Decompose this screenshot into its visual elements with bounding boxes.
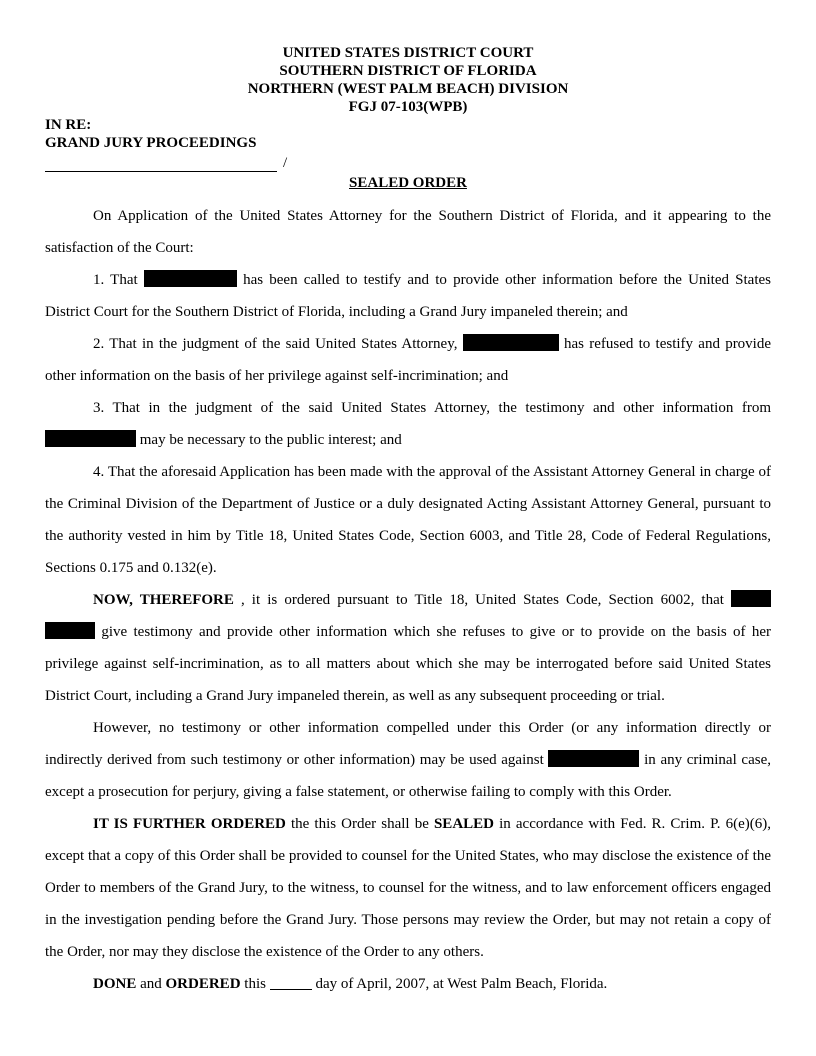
p3-before: 3. That in the judgment of the said United States Attorney, the testimony and other information from: [93, 400, 771, 416]
court-header: [45, 44, 771, 116]
order-body: [45, 200, 771, 1000]
further-mid: the this Order shall be: [290, 816, 429, 832]
now-after: give testimony and provide other information which she refuses to give or to provide on the basis of her privilege against self-incrimination, as to all matters about which she may be interrogated before said United States District Court, including a Grand Jury impaneled therein, as well as any subsequent proceeding or trial.: [45, 624, 771, 704]
sealed-word: SEALED: [433, 816, 494, 832]
case-number: FGJ 07-103(WPB): [348, 99, 468, 115]
p3-after: may be necessary to the public interest; and: [139, 432, 402, 448]
caption-underline: [45, 158, 277, 172]
caption-rule: [45, 152, 771, 172]
done-word: DONE: [93, 976, 137, 992]
now-therefore-paragraph: [45, 584, 771, 712]
this-word: this: [244, 976, 266, 992]
now-before: , it is ordered pursuant to Title 18, United States Code, Section 6002, that: [240, 592, 724, 608]
redaction-block: [731, 590, 771, 607]
district-name: SOUTHERN DISTRICT OF FLORIDA: [279, 63, 537, 79]
redaction-block: [45, 622, 95, 639]
and-word: and: [140, 976, 162, 992]
caption-slash: /: [283, 155, 288, 171]
document-page: [45, 44, 771, 1000]
further-ordered-paragraph: [45, 808, 771, 968]
court-name: UNITED STATES DISTRICT COURT: [282, 45, 534, 61]
further-rest: in accordance with Fed. R. Crim. P. 6(e)(6), except that a copy of this Order shall be provided to counsel for the United States, who may disclose the existence of the Order to members of the Grand Jury, to the witness, to counsel for the witness, and to law enforcement officers engaged in the investigation pending before the Grand Jury. Those persons may review the Order, but may not retain a copy of the Order, nor may they disclose the existence of the Order to any others.: [45, 816, 772, 960]
further-ordered-heading: IT IS FURTHER ORDERED: [93, 816, 286, 832]
division-name: NORTHERN (WEST PALM BEACH) DIVISION: [247, 81, 569, 97]
paragraph-3: [45, 392, 771, 456]
however-paragraph: [45, 712, 771, 808]
day-blank: [270, 975, 312, 990]
however-after: in any criminal case, except a prosecution for perjury, giving a false statement, or otherwise failing to comply with this Order.: [45, 752, 771, 800]
redaction-block: [144, 270, 237, 287]
p4-text: 4. That the aforesaid Application has been made with the approval of the Assistant Attorney General in charge of the Criminal Division of the Department of Justice or a duly designated Acting Assistant Attorney General, pursuant to the authority vested in him by Title 18, United States Code, Section 6003, and Title 28, Code of Federal Regulations, Sections 0.175 and 0.132(e).: [45, 464, 771, 576]
redaction-block: [463, 334, 559, 351]
now-therefore-heading: NOW, THEREFORE: [93, 592, 234, 608]
intro-text: On Application of the United States Attorney for the Southern District of Florida, and it appearing to the satisfaction of the Court:: [45, 208, 771, 256]
p1-before: 1. That: [93, 272, 138, 288]
matter-name: GRAND JURY PROCEEDINGS: [45, 135, 257, 151]
p2-before: 2. That in the judgment of the said United States Attorney,: [93, 336, 458, 352]
redaction-block: [45, 430, 136, 447]
however-before: However, no testimony or other information compelled under this Order (or any information directly or indirectly derived from such testimony or other information) may be used against: [45, 720, 771, 768]
p1-after: has been called to testify and to provide other information before the United States District Court for the Southern District of Florida, including a Grand Jury impaneled therein; and: [45, 272, 772, 320]
in-re-label: IN RE:: [45, 117, 92, 133]
p2-after: has refused to testify and provide other information on the basis of her privilege against self-incrimination; and: [45, 336, 772, 384]
done-ordered-paragraph: [45, 968, 771, 1000]
order-title: SEALED ORDER: [349, 175, 467, 191]
ordered-word: ORDERED: [165, 976, 241, 992]
paragraph-1: [45, 264, 771, 328]
case-caption: [45, 116, 771, 152]
intro-paragraph: [45, 200, 771, 264]
redaction-block: [548, 750, 639, 767]
paragraph-2: [45, 328, 771, 392]
done-rest: day of April, 2007, at West Palm Beach, Florida.: [315, 976, 608, 992]
paragraph-4: [45, 456, 771, 584]
